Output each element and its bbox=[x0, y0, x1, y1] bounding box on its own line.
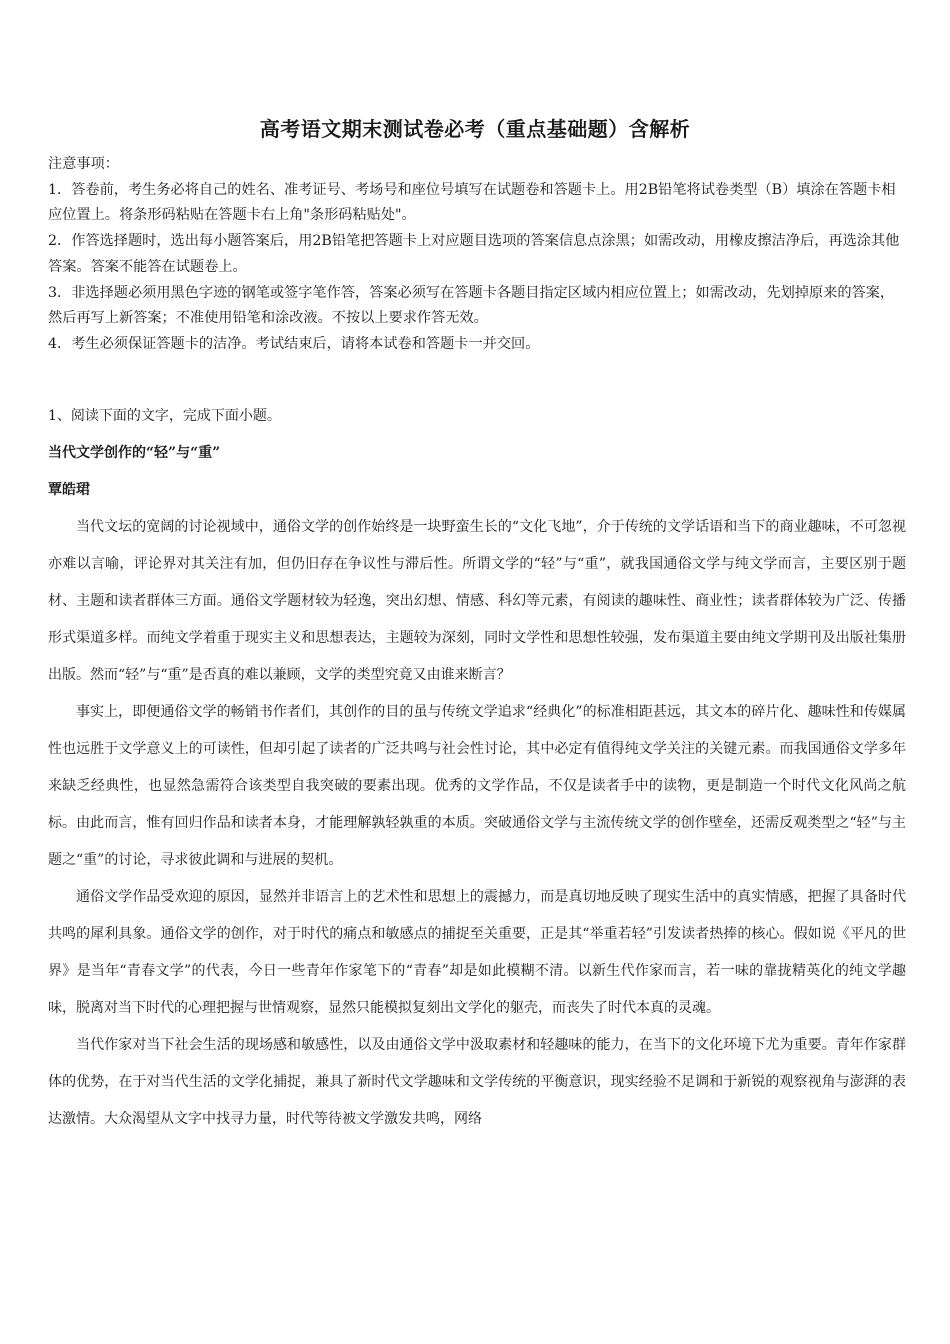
notice-item: 4．考生必须保证答题卡的洁净。考试结束后，请将本试卷和答题卡一并交回。 bbox=[48, 335, 540, 352]
question-section bbox=[48, 398, 906, 1138]
question-prompt: 1、阅读下面的文字，完成下面小题。 bbox=[48, 408, 281, 424]
notice-heading: 注意事项： bbox=[48, 156, 119, 172]
notice-section bbox=[48, 152, 908, 358]
article-paragraph: 当代作家对当下社会生活的现场感和敏感性，以及由通俗文学中汲取素材和轻趣味的能力，在当下的文化环境下尤为重要。青年作家群体的优势，在于对当代生活的文学化捕捉，兼具了新时代文学趣味和文学传统的平衡意识，现实经验不足调和于新锐的观察视角与澎湃的表达激情。大众渴望从文字中找寻力量，时代等待被文学激发共鸣，网络 bbox=[48, 1037, 906, 1127]
notice-item: 3．非选择题必须用黑色字迹的钢笔或签字笔作答，答案必须写在答题卡各题目指定区域内相应位置上；如需改动，先划掉原来的答案，然后再写上新答案；不准使用铅笔和涂改液。不按以上要求作答无效。 bbox=[48, 284, 895, 327]
article-author: 覃皓珺 bbox=[48, 482, 90, 498]
notice-item: 2．作答选择题时，选出每小题答案后，用2B铅笔把答题卡上对应题目选项的答案信息点涂黑；如需改动，用橡皮擦洁净后，再选涂其他答案。答案不能答在试题卷上。 bbox=[48, 233, 900, 275]
article-paragraph: 事实上，即便通俗文学的畅销书作者们，其创作的目的虽与传统文学追求“经典化”的标准相距甚远，其文本的碎片化、趣味性和传媒属性也远胜于文学意义上的可读性，但却引起了读者的广泛共鸣与社会性讨论，其中必定有值得纯文学关注的关键元素。而我国通俗文学多年来缺乏经典性，也显然急需符合该类型自我突破的要素出现。优秀的文学作品，不仅是读者手中的读物，更是制造一个时代文化风尚之航标。由此而言，惟有回归作品和读者本身，才能理解孰轻孰重的本质。突破通俗文学与主流传统文学的创作壁垒，还需反观类型之“轻”与主题之“重”的讨论，寻求彼此调和与进展的契机。 bbox=[48, 704, 906, 868]
article-paragraph: 通俗文学作品受欢迎的原因，显然并非语言上的艺术性和思想上的震撼力，而是真切地反映了现实生活中的真实情感，把握了具备时代共鸣的犀利具象。通俗文学的创作，对于时代的痛点和敏感点的捕捉至关重要，正是其“举重若轻”引发读者热捧的核心。假如说《平凡的世界》是当年“青春文学”的代表，今日一些青年作家笔下的“青春”却是如此模糊不清。以新生代作家而言，若一味的靠拢精英化的纯文学趣味，脱离对当下时代的心理把握与世情观察，显然只能模拟复刻出文学化的躯壳，而丧失了时代本真的灵魂。 bbox=[48, 889, 906, 1016]
article-paragraph: 当代文坛的宽阔的讨论视域中，通俗文学的创作始终是一块野蛮生长的“文化飞地”，介于传统的文学话语和当下的商业趣味，不可忽视亦难以言喻，评论界对其关注有加，但仍旧存在争议性与滞后性。所谓文学的“轻”与“重”，就我国通俗文学与纯文学而言，主要区别于题材、主题和读者群体三方面。通俗文学题材较为轻逸，突出幻想、情感、科幻等元素，有阅读的趣味性、商业性；读者群体较为广泛、传播形式渠道多样。而纯文学着重于现实主义和思想表达，主题较为深刻，同时文学性和思想性较强，发布渠道主要由纯文学期刊及出版社集册出版。然而“轻”与“重”是否真的难以兼顾，文学的类型究竟又由谁来断言？ bbox=[48, 519, 906, 683]
notice-item: 1．答卷前，考生务必将自己的姓名、准考证号、考场号和座位号填写在试题卷和答题卡上。用2B铅笔将试卷类型（B）填涂在答题卡相应位置上。将条形码粘贴在答题卡右上角"条形码粘贴处"。 bbox=[48, 181, 896, 224]
article-title: 当代文学创作的“轻”与“重” bbox=[48, 445, 221, 461]
document-title: 高考语文期末测试卷必考（重点基础题）含解析 bbox=[259, 117, 691, 141]
